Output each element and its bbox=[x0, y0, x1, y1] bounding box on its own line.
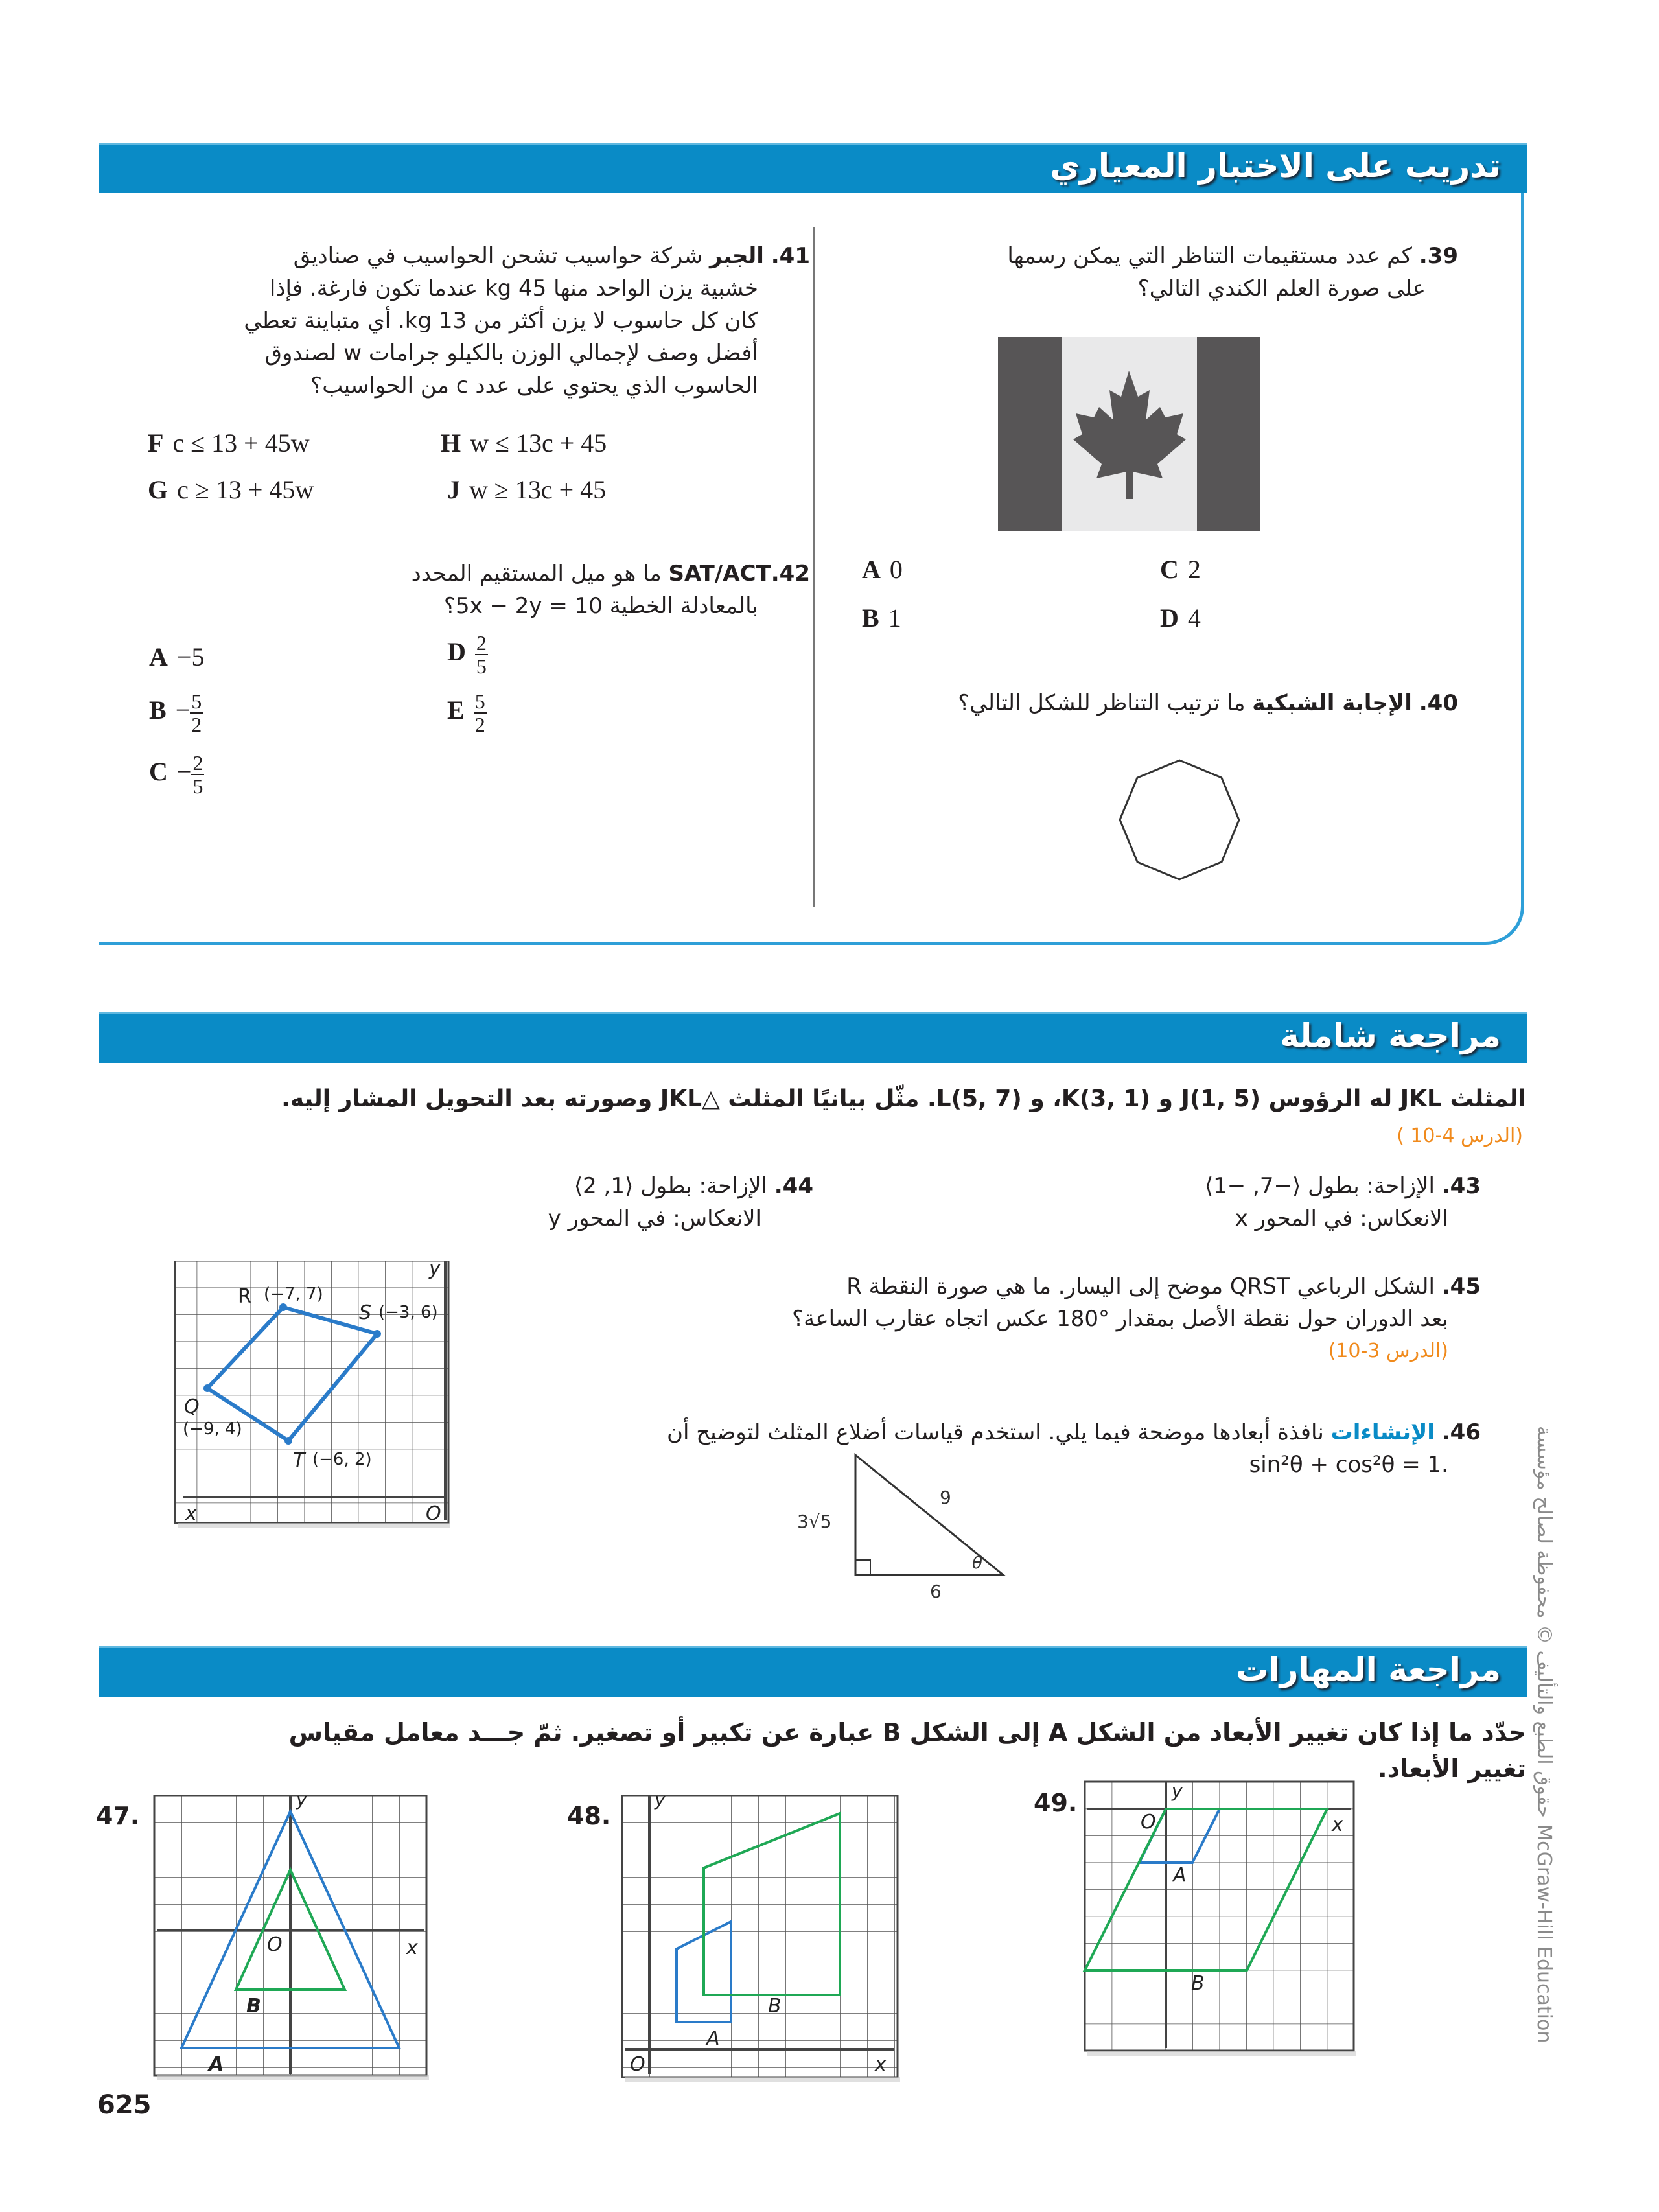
question-text: بعد الدوران حول نقطة الأصل بمقدار °180 عكس اتجاه عقارب الساعة؟ bbox=[792, 1306, 1448, 1332]
q39-option-b[interactable]: B 1 bbox=[862, 603, 901, 633]
lesson-reference: (الدرس 3-10) bbox=[1328, 1340, 1448, 1362]
svg-text:x: x bbox=[875, 2053, 887, 2076]
svg-text:y: y bbox=[1172, 1780, 1183, 1802]
question-text: نافذة أبعادها موضحة فيما يلي. استخدم قياسات أضلاع المثلث لتوضيح أن bbox=[666, 1419, 1324, 1445]
question-text: الإزاحة: بطول ⟨1, 2⟩ bbox=[574, 1173, 767, 1199]
question-40 bbox=[810, 687, 1458, 719]
lesson-reference: (الدرس 4-10 ) bbox=[1397, 1124, 1523, 1147]
problem-49-graph bbox=[1076, 1779, 1367, 2071]
question-43 bbox=[1027, 1170, 1481, 1235]
svg-text:θ: θ bbox=[972, 1554, 982, 1573]
svg-text:x: x bbox=[185, 1502, 197, 1525]
copyright-notice: حقوق الطبع والتأليف © محفوظة لصالح مؤسسة McGraw-Hill Education bbox=[1533, 1426, 1555, 2043]
question-39 bbox=[875, 240, 1458, 305]
svg-text:B: B bbox=[246, 1995, 261, 2018]
svg-text:A: A bbox=[706, 2027, 720, 2050]
section-header-standardized-test bbox=[99, 143, 1527, 193]
right-triangle-figure bbox=[778, 1449, 1024, 1624]
question-45 bbox=[574, 1270, 1481, 1368]
svg-text:(−6, 2): (−6, 2) bbox=[312, 1450, 372, 1469]
question-text: خشبية يزن الواحد منها 45 kg عندما تكون فارغة. فإذا bbox=[269, 275, 758, 301]
spiral-instruction: المثلث JKL له الرؤوس J(1, 5) و K(3, 1)، و L(5, 7). مثّل بيانيًا المثلث △JKL وصورته بعد التحويل المشار إليه. bbox=[281, 1086, 1526, 1112]
question-text: شركة حواسيب تشحن الحواسيب في صناديق bbox=[293, 243, 703, 269]
question-number: 43. bbox=[1441, 1173, 1481, 1199]
question-41 bbox=[110, 240, 810, 402]
qrst-coordinate-graph bbox=[170, 1261, 461, 1552]
q39-option-a[interactable]: A 0 bbox=[862, 555, 903, 584]
question-text: الحاسوب الذي يحتوي على عدد c من الحواسيب؟ bbox=[310, 373, 758, 399]
section-title: مراجعة المهارات bbox=[1236, 1651, 1501, 1688]
problem-47-graph bbox=[150, 1795, 442, 2087]
q41-option-f[interactable]: F c ≤ 13 + 45w bbox=[148, 428, 310, 458]
q41-option-h[interactable]: H w ≤ 13c + 45 bbox=[441, 428, 607, 458]
question-equation: sin²θ + cos²θ = 1. bbox=[1249, 1452, 1448, 1478]
svg-text:O: O bbox=[630, 2053, 645, 2076]
problem-number: 49. bbox=[1034, 1789, 1078, 1817]
question-text: كان كل حاسوب لا يزن أكثر من 13 kg. أي متباينة تعطي bbox=[244, 308, 758, 334]
question-text: الانعكاس: في المحور x bbox=[1235, 1205, 1448, 1231]
q39-option-d[interactable]: D 4 bbox=[1160, 603, 1201, 633]
svg-text:(−9, 4): (−9, 4) bbox=[183, 1419, 242, 1439]
octagon-figure bbox=[1102, 745, 1257, 901]
question-text: على صورة العلم الكندي التالي؟ bbox=[1137, 275, 1426, 301]
question-number: 42. bbox=[771, 561, 810, 587]
question-text: كم عدد مستقيمات التناظر التي يمكن رسمها bbox=[1007, 243, 1412, 269]
svg-text:O: O bbox=[426, 1502, 441, 1525]
section-header-spiral-review bbox=[99, 1012, 1527, 1063]
problem-number: 48. bbox=[567, 1802, 611, 1830]
question-keyword: الإجابة الشبكية bbox=[1252, 690, 1412, 716]
column-divider bbox=[813, 227, 815, 907]
question-keyword: الجبر bbox=[709, 243, 764, 269]
question-text: ما هو ميل المستقيم المحدد bbox=[411, 561, 662, 587]
page-number: 625 bbox=[97, 2090, 152, 2120]
question-number: 40. bbox=[1419, 690, 1458, 716]
problem-number: 47. bbox=[96, 1802, 140, 1830]
question-number: 41. bbox=[771, 243, 810, 269]
svg-text:6: 6 bbox=[930, 1581, 942, 1602]
svg-text:x: x bbox=[406, 1937, 418, 1959]
svg-text:A: A bbox=[209, 2053, 224, 2076]
question-number: 44. bbox=[774, 1173, 813, 1199]
svg-text:y: y bbox=[296, 1795, 307, 1810]
svg-text:3√5: 3√5 bbox=[797, 1511, 832, 1532]
svg-text:y: y bbox=[655, 1795, 666, 1810]
question-number: 39. bbox=[1419, 243, 1458, 269]
section-title: تدريب على الاختبار المعياري bbox=[1050, 147, 1501, 185]
svg-text:O: O bbox=[1141, 1811, 1156, 1834]
question-text: الشكل الرباعي QRST موضح إلى اليسار. ما هي صورة النقطة R bbox=[846, 1274, 1435, 1299]
q41-option-g[interactable]: G c ≥ 13 + 45w bbox=[148, 475, 314, 504]
question-number: 46. bbox=[1441, 1419, 1481, 1445]
q42-option-c[interactable]: C − $\frac{2}{5}$ bbox=[149, 751, 203, 798]
q42-option-e[interactable]: E $\frac{5}{2}$ bbox=[447, 690, 485, 736]
question-text: الإزاحة: بطول ⟨−7, −1⟩ bbox=[1204, 1173, 1435, 1199]
skills-instruction: حدّد ما إذا كان تغيير الأبعاد من الشكل A إلى الشكل B عبارة عن تكبير أو تصغير. ثمّ جـــد معامل مقياس تغيير الأبعاد. bbox=[288, 1718, 1526, 1783]
question-keyword: SAT/ACT bbox=[668, 561, 771, 587]
q42-option-d[interactable]: D $\frac{2}{5}$ bbox=[447, 631, 487, 678]
problem-48-graph bbox=[616, 1795, 907, 2087]
svg-text:R: R bbox=[238, 1285, 251, 1308]
question-number: 45. bbox=[1441, 1274, 1481, 1299]
question-42 bbox=[227, 557, 810, 622]
svg-text:T: T bbox=[293, 1449, 305, 1472]
section-title: مراجعة شاملة bbox=[1280, 1017, 1501, 1054]
svg-text:A: A bbox=[1173, 1864, 1187, 1887]
svg-text:B: B bbox=[768, 1995, 782, 2018]
svg-text:O: O bbox=[267, 1933, 283, 1956]
svg-text:(−3, 6): (−3, 6) bbox=[378, 1303, 438, 1322]
canadian-flag-figure bbox=[998, 337, 1260, 531]
q39-option-c[interactable]: C 2 bbox=[1160, 555, 1201, 584]
svg-text:y: y bbox=[429, 1261, 441, 1280]
question-text: الانعكاس: في المحور y bbox=[548, 1205, 761, 1231]
svg-text:S: S bbox=[359, 1301, 372, 1324]
svg-text:9: 9 bbox=[940, 1487, 951, 1508]
question-text: ما ترتيب التناظر للشكل التالي؟ bbox=[958, 690, 1246, 716]
question-text: أفضل وصف لإجمالي الوزن بالكيلو جرامات w لصندوق bbox=[264, 340, 758, 366]
question-text: بالمعادلة الخطية 5x − 2y = 10؟ bbox=[443, 593, 758, 619]
question-keyword: الإنشاءات bbox=[1330, 1419, 1435, 1445]
q41-option-j[interactable]: J w ≥ 13c + 45 bbox=[447, 475, 607, 504]
svg-text:(−7, 7): (−7, 7) bbox=[264, 1285, 323, 1304]
svg-text:x: x bbox=[1332, 1813, 1343, 1836]
svg-text:B: B bbox=[1191, 1972, 1205, 1995]
q42-option-a[interactable]: A −5 bbox=[149, 642, 205, 671]
question-44 bbox=[360, 1170, 813, 1235]
q42-option-b[interactable]: B − $\frac{5}{2}$ bbox=[149, 690, 202, 736]
section-header-skills-review bbox=[99, 1646, 1527, 1697]
svg-text:Q: Q bbox=[184, 1395, 200, 1418]
